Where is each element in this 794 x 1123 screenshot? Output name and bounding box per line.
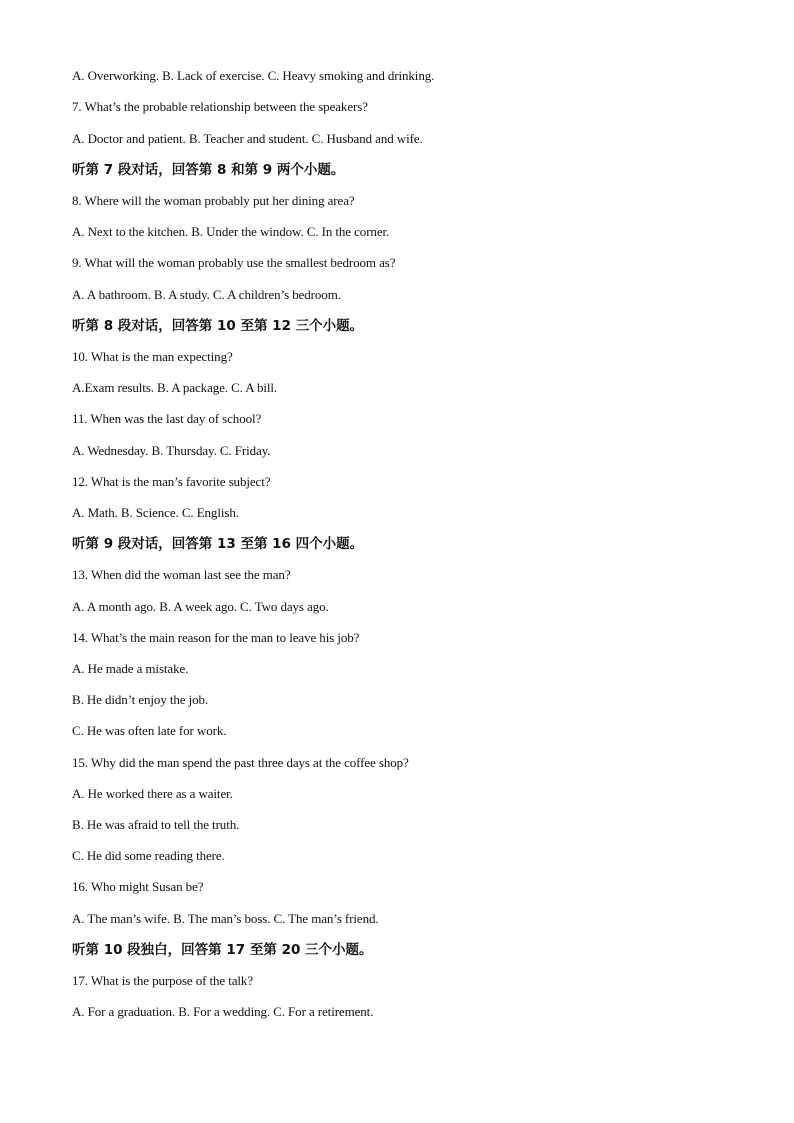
section-heading-dialogue-7: 听第 7 段对话，回答第 8 和第 9 两个小题。 [72,162,345,178]
option-line-q11: A. Wednesday. B. Thursday. C. Friday. [72,443,271,458]
question-13: 13. When did the woman last see the man? [72,567,291,582]
question-10: 10. What is the man expecting? [72,349,233,364]
option-c-q14: C. He was often late for work. [72,723,227,738]
option-line-q12: A. Math. B. Science. C. English. [72,505,239,520]
option-line-q9: A. A bathroom. B. A study. C. A children’s bedroom. [72,287,341,302]
question-17: 17. What is the purpose of the talk? [72,973,254,988]
question-16: 16. Who might Susan be? [72,879,204,894]
option-line-q6: A. Overworking. B. Lack of exercise. C. Heavy smoking and drinking. [72,68,435,83]
question-15: 15. Why did the man spend the past three days at the coffee shop? [72,755,409,770]
question-14: 14. What’s the main reason for the man to leave his job? [72,630,360,645]
question-9: 9. What will the woman probably use the smallest bedroom as? [72,255,396,270]
question-11: 11. When was the last day of school? [72,411,262,426]
question-7: 7. What’s the probable relationship between the speakers? [72,99,368,114]
question-12: 12. What is the man’s favorite subject? [72,474,271,489]
option-line-q10: A.Exam results. B. A package. C. A bill. [72,380,278,395]
section-heading-dialogue-8: 听第 8 段对话，回答第 10 至第 12 三个小题。 [72,318,364,334]
option-line-q13: A. A month ago. B. A week ago. C. Two days ago. [72,599,329,614]
option-line-q16: A. The man’s wife. B. The man’s boss. C. The man’s friend. [72,911,379,926]
option-line-q17: A. For a graduation. B. For a wedding. C. For a retirement. [72,1004,374,1019]
option-a-q15: A. He worked there as a waiter. [72,786,233,801]
option-b-q14: B. He didn’t enjoy the job. [72,692,209,707]
section-heading-dialogue-9: 听第 9 段对话，回答第 13 至第 16 四个小题。 [72,536,364,552]
question-8: 8. Where will the woman probably put her dining area? [72,193,355,208]
option-line-q7: A. Doctor and patient. B. Teacher and student. C. Husband and wife. [72,131,423,146]
section-heading-monologue-10: 听第 10 段独白，回答第 17 至第 20 三个小题。 [72,942,373,958]
option-c-q15: C. He did some reading there. [72,848,225,863]
option-b-q15: B. He was afraid to tell the truth. [72,817,240,832]
option-line-q8: A. Next to the kitchen. B. Under the window. C. In the corner. [72,224,390,239]
option-a-q14: A. He made a mistake. [72,661,189,676]
